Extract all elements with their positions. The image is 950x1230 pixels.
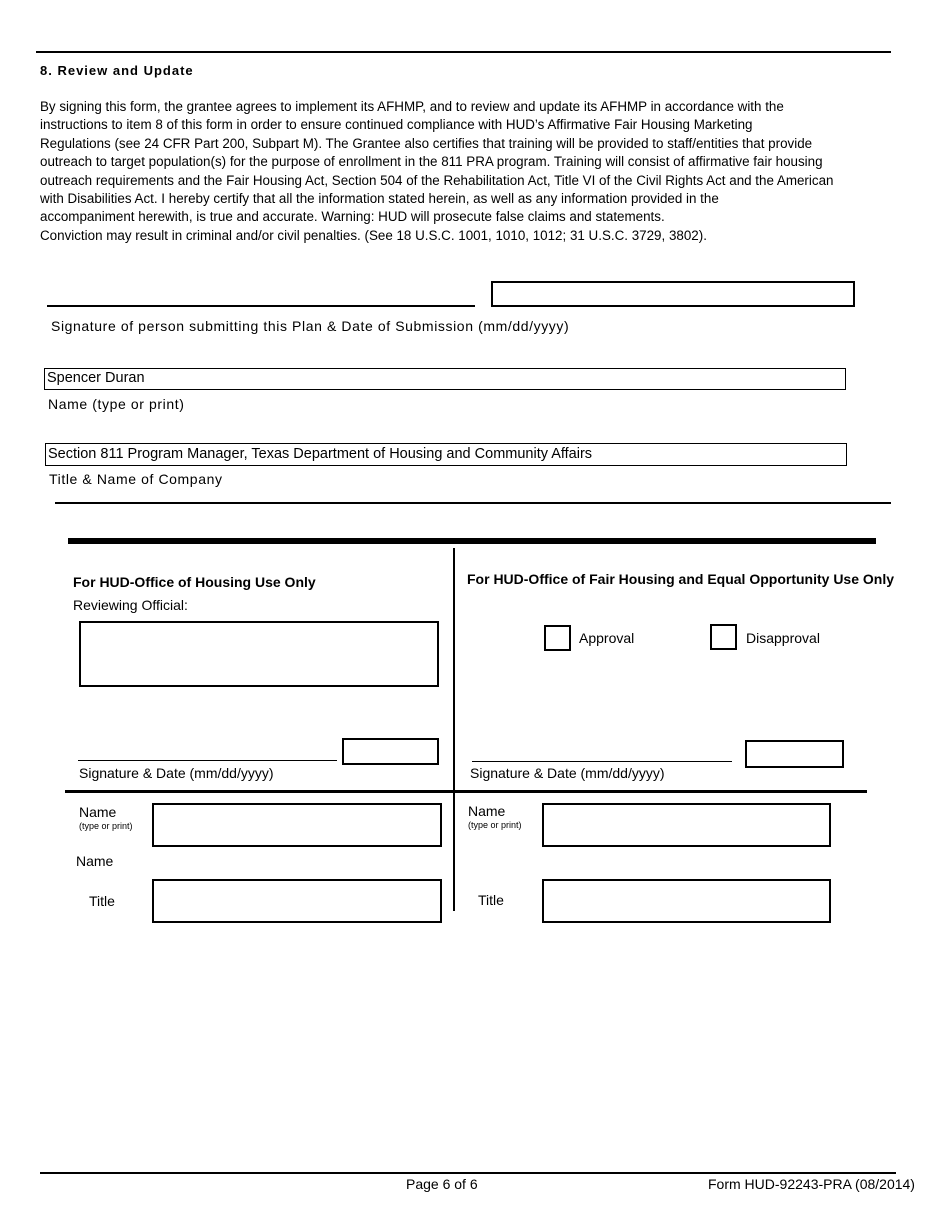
submitter-title-value: Section 811 Program Manager, Texas Department of Housing and Community Affairs <box>48 446 593 462</box>
fheo-title-field[interactable] <box>542 879 831 923</box>
fheo-signature-line[interactable] <box>472 761 732 762</box>
fheo-signature-label: Signature & Date (mm/dd/yyyy) <box>470 765 665 781</box>
housing-name-label: Name <box>79 804 117 820</box>
submitter-title-field[interactable] <box>45 443 847 466</box>
housing-extra-name-label: Name <box>76 853 114 869</box>
paragraph-line: accompaniment herewith, is true and accurate. Warning: HUD will prosecute false claims and statements. <box>40 209 665 225</box>
fheo-office-heading: For HUD-Office of Fair Housing and Equal Opportunity Use Only <box>467 571 895 587</box>
fheo-title-label: Title <box>478 892 504 908</box>
certification-paragraph <box>40 98 880 245</box>
top-divider <box>36 51 891 53</box>
submitter-signature-line[interactable] <box>47 305 475 307</box>
hud-box-top-rule <box>68 538 876 544</box>
fheo-name-field[interactable] <box>542 803 831 847</box>
housing-date-field[interactable] <box>342 738 439 765</box>
fheo-name-label: Name <box>468 803 506 819</box>
submitter-name-field[interactable] <box>44 368 846 390</box>
approval-label: Approval <box>579 630 635 646</box>
page-number: Page 6 of 6 <box>406 1176 478 1192</box>
disapproval-label: Disapproval <box>746 630 820 646</box>
reviewing-official-label: Reviewing Official: <box>73 597 188 613</box>
housing-title-label: Title <box>89 893 115 909</box>
form-identifier: Form HUD-92243-PRA (08/2014) <box>708 1176 915 1192</box>
housing-title-field[interactable] <box>152 879 442 923</box>
paragraph-line: instructions to item 8 of this form in order to ensure continued compliance with HUD’s Affirmative Fair Housing Marketing <box>40 117 753 133</box>
housing-name-sublabel: (type or print) <box>79 821 133 831</box>
paragraph-line: outreach to target population(s) for the purpose of enrollment in the 811 PRA program. Training will consist of affirmative fair housing <box>40 154 823 170</box>
reviewing-official-field[interactable] <box>79 621 439 687</box>
fheo-name-sublabel: (type or print) <box>468 820 522 830</box>
paragraph-line: Regulations (see 24 CFR Part 200, Subpart M). The Grantee also certifies that training will be provided to staff/entities that provide <box>40 135 813 151</box>
hud-box-mid-divider <box>65 790 867 793</box>
housing-signature-line[interactable] <box>78 760 337 761</box>
approval-checkbox[interactable] <box>544 625 571 651</box>
submitter-signature-label: Signature of person submitting this Plan & Date of Submission (mm/dd/yyyy) <box>51 318 570 334</box>
section-title: 8. Review and Update <box>40 63 194 78</box>
disapproval-checkbox[interactable] <box>710 624 737 650</box>
fheo-date-field[interactable] <box>745 740 844 768</box>
housing-name-field[interactable] <box>152 803 442 847</box>
hud-box-center-divider <box>453 548 455 911</box>
paragraph-line: with Disabilities Act. I hereby certify that all the information stated herein, as well as any information provided in the <box>40 191 719 207</box>
footer-divider <box>40 1172 896 1174</box>
housing-signature-label: Signature & Date (mm/dd/yyyy) <box>79 765 274 781</box>
housing-office-heading: For HUD-Office of Housing Use Only <box>73 574 316 590</box>
submitter-title-label: Title & Name of Company <box>49 471 223 487</box>
submitter-name-label: Name (type or print) <box>48 396 185 412</box>
paragraph-line: By signing this form, the grantee agrees to implement its AFHMP, and to review and update its AFHMP in accordance with the <box>40 99 784 114</box>
paragraph-line: outreach requirements and the Fair Housing Act, Section 504 of the Rehabilitation Act, Title VI of the Civil Rights Act and the American <box>40 172 834 188</box>
paragraph-line: Conviction may result in criminal and/or civil penalties. (See 18 U.S.C. 1001, 1010, 1012; 31 U.S.C. 3729, 3802). <box>40 227 707 243</box>
submitter-name-value: Spencer Duran <box>47 370 145 386</box>
submitter-divider <box>55 502 891 504</box>
submission-date-field[interactable] <box>491 281 855 307</box>
